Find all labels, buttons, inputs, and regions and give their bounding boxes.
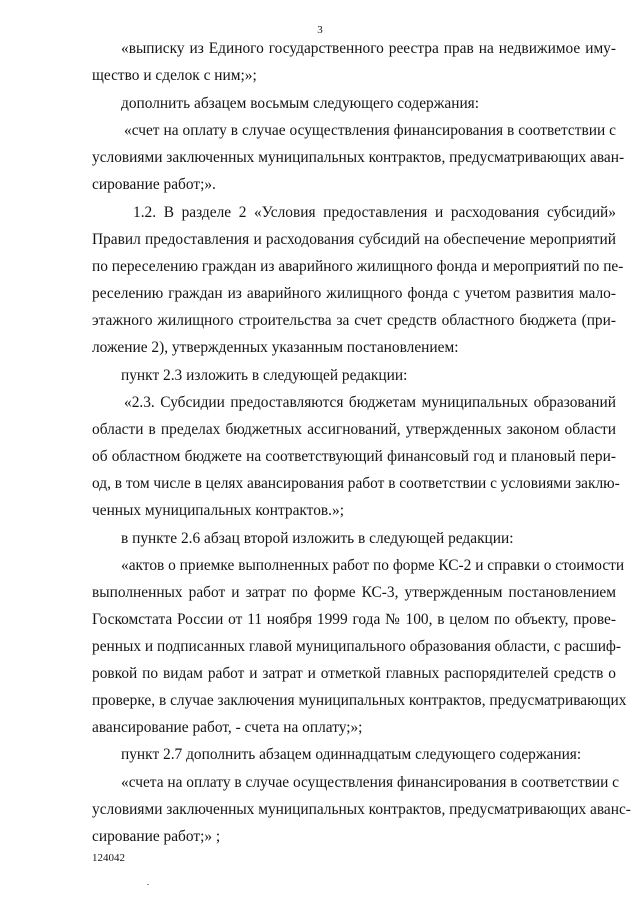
text-line: «актов о приемке выполненных работ по форме КС-2 и справки о стоимости bbox=[121, 557, 625, 574]
text-line: щество и сделок с ним;»; bbox=[92, 67, 257, 84]
text-line: дополнить абзацем восьмым следующего содержания: bbox=[121, 95, 480, 112]
text-line: ченных муниципальных контрактов.»; bbox=[92, 502, 344, 519]
text-line: этажного жилищного строительства за счет средств областного бюджета (при- bbox=[92, 312, 616, 329]
text-line: «счет на оплату в случае осуществления финансирования в соответствии с bbox=[124, 122, 616, 139]
text-line: авансирование работ, - счета на оплату;»; bbox=[92, 719, 363, 736]
text-line: 1.2. В разделе 2 «Условия предоставления и расходования субсидий» bbox=[133, 204, 616, 221]
text-line: по переселению граждан из аварийного жилищного фонда и мероприятий по пе- bbox=[92, 258, 624, 275]
text-line: об областном бюджете на соответствующий финансовый год и плановый пери- bbox=[92, 448, 616, 465]
page-number: 3 bbox=[317, 24, 323, 36]
text-line: в пункте 2.6 абзац второй изложить в следующей редакции: bbox=[121, 530, 514, 547]
text-line: пункт 2.7 дополнить абзацем одиннадцатым следующего содержания: bbox=[121, 746, 582, 763]
text-line: Правил предоставления и расходования субсидий на обеспечение мероприятий bbox=[92, 231, 616, 248]
text-line: реселению граждан из аварийного жилищного фонда с учетом развития мало- bbox=[92, 285, 616, 302]
text-line: ренных и подписанных главой муниципального образования области, с расшиф- bbox=[92, 638, 622, 655]
text-line: «выписку из Единого государственного реестра прав на недвижимое иму- bbox=[121, 40, 616, 57]
text-line: Госкомстата России от 11 ноября 1999 года № 100, в целом по объекту, прове- bbox=[92, 611, 616, 628]
document-code: 124042 bbox=[92, 852, 125, 864]
text-line: сирование работ;» ; bbox=[92, 828, 221, 845]
text-line: «счета на оплату в случае осуществления финансирования в соответствии с bbox=[121, 774, 620, 791]
text-line: ложение 2), утвержденных указанным постановлением: bbox=[92, 339, 459, 356]
text-line: сирование работ;». bbox=[92, 176, 216, 193]
text-line: од, в том числе в целях авансирования работ в соответствии с условиями заклю- bbox=[92, 475, 620, 492]
text-line: области в пределах бюджетных ассигнований, утвержденных законом области bbox=[92, 421, 616, 438]
text-line: ровкой по видам работ и затрат и отметкой главных распорядителей средств о bbox=[92, 665, 616, 682]
speck bbox=[147, 884, 149, 885]
text-line: пункт 2.3 изложить в следующей редакции: bbox=[121, 367, 408, 384]
text-line: «2.3. Субсидии предоставляются бюджетам муниципальных образований bbox=[124, 394, 616, 411]
text-line: проверке, в случае заключения муниципальных контрактов, предусматривающих bbox=[92, 692, 627, 709]
text-line: выполненных работ и затрат по форме КС-3, утвержденным постановлением bbox=[92, 584, 616, 601]
text-line: условиями заключенных муниципальных контрактов, предусматривающих аванс- bbox=[92, 801, 631, 818]
text-line: условиями заключенных муниципальных контрактов, предусматривающих аван- bbox=[92, 149, 625, 166]
